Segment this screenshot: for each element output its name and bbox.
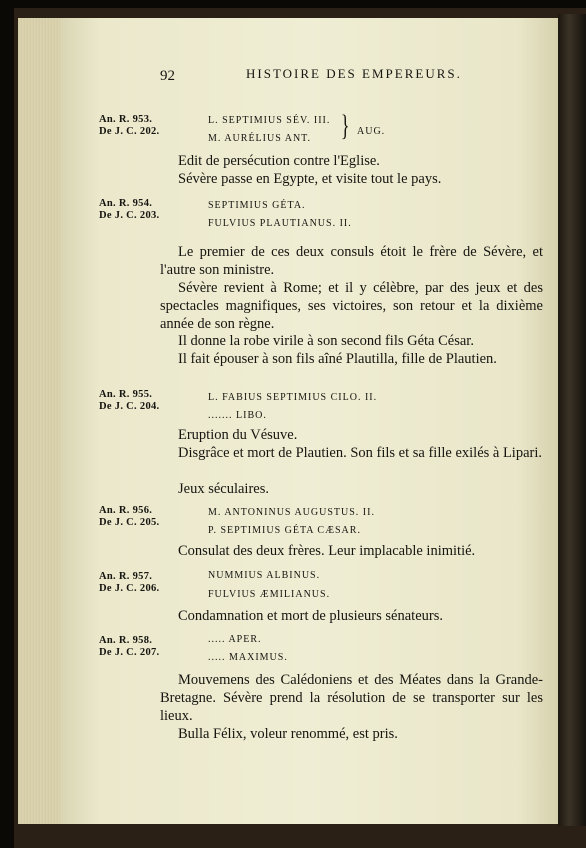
year-jc: De J. C. 205. xyxy=(99,517,160,528)
year-jc: De J. C. 206. xyxy=(99,583,160,594)
year-jc: De J. C. 207. xyxy=(99,647,160,658)
paragraph: Sévère passe en Egypte, et visite tout le pays. xyxy=(178,171,442,187)
year-rome: An. R. 955. xyxy=(99,389,153,400)
year-rome: An. R. 957. xyxy=(99,571,153,582)
brace-label: AUG. xyxy=(357,126,386,137)
consul-name: ..... APER. xyxy=(208,634,262,645)
consul-name: FULVIUS ÆMILIANUS. xyxy=(208,589,331,600)
paragraph: Disgrâce et mort de Plautien. Son fils et sa fille exilés à Lipari. xyxy=(178,445,543,461)
paragraph: Mouvemens des Calédoniens et des Méates dans la Grande-Bretagne. Sévère prend la résolution de se transporter sur les lieux. xyxy=(160,672,543,724)
year-jc: De J. C. 203. xyxy=(99,210,160,221)
paragraph: Consulat des deux frères. Leur implacable inimitié. xyxy=(178,543,476,559)
paragraph: Bulla Félix, voleur renommé, est pris. xyxy=(178,726,398,742)
consul-name: SEPTIMIUS GÉTA. xyxy=(208,200,306,211)
year-jc: De J. C. 202. xyxy=(99,126,160,137)
paragraph: Il fait épouser à son fils aîné Plautilla, fille de Plautien. xyxy=(178,351,497,367)
year-rome: An. R. 958. xyxy=(99,635,153,646)
consul-name: M. AURÉLIUS ANT. xyxy=(208,133,312,144)
year-rome: An. R. 956. xyxy=(99,505,153,516)
brace-symbol: } xyxy=(340,109,350,142)
consul-name: L. FABIUS SEPTIMIUS CILO. II. xyxy=(208,392,378,403)
paragraph: Il donne la robe virile à son second fils Géta César. xyxy=(178,333,474,349)
paragraph: Eruption du Vésuve. xyxy=(178,427,298,443)
consul-name: P. SEPTIMIUS GÉTA CÆSAR. xyxy=(208,525,361,536)
consul-name: FULVIUS PLAUTIANUS. II. xyxy=(208,218,352,229)
consul-name: ....... LIBO. xyxy=(208,410,267,421)
paragraph: Sévère revient à Rome; et il y célèbre, par des jeux et des spectacles magnifiques, ses victoires, son retour et la dixième année de son règne. xyxy=(160,280,543,332)
paragraph: Condamnation et mort de plusieurs sénateurs. xyxy=(178,608,443,624)
page-number: 92 xyxy=(160,68,175,84)
year-rome: An. R. 954. xyxy=(99,198,153,209)
consul-name: NUMMIUS ALBINUS. xyxy=(208,570,321,581)
year-rome: An. R. 953. xyxy=(99,114,153,125)
paragraph: Edit de persécution contre l'Eglise. xyxy=(178,153,380,169)
page-edges xyxy=(18,18,66,824)
paragraph: Jeux séculaires. xyxy=(178,481,269,497)
consul-name: M. ANTONINUS AUGUSTUS. II. xyxy=(208,507,375,518)
year-jc: De J. C. 204. xyxy=(99,401,160,412)
book-page xyxy=(60,18,558,824)
running-header: HISTOIRE DES EMPEREURS. xyxy=(246,66,462,81)
consul-name: ..... MAXIMUS. xyxy=(208,652,288,663)
facing-page-edge xyxy=(558,14,586,826)
consul-name: L. SEPTIMIUS SÉV. III. xyxy=(208,115,331,126)
paragraph: Le premier de ces deux consuls étoit le frère de Sévère, et l'autre son ministre. xyxy=(160,244,543,278)
